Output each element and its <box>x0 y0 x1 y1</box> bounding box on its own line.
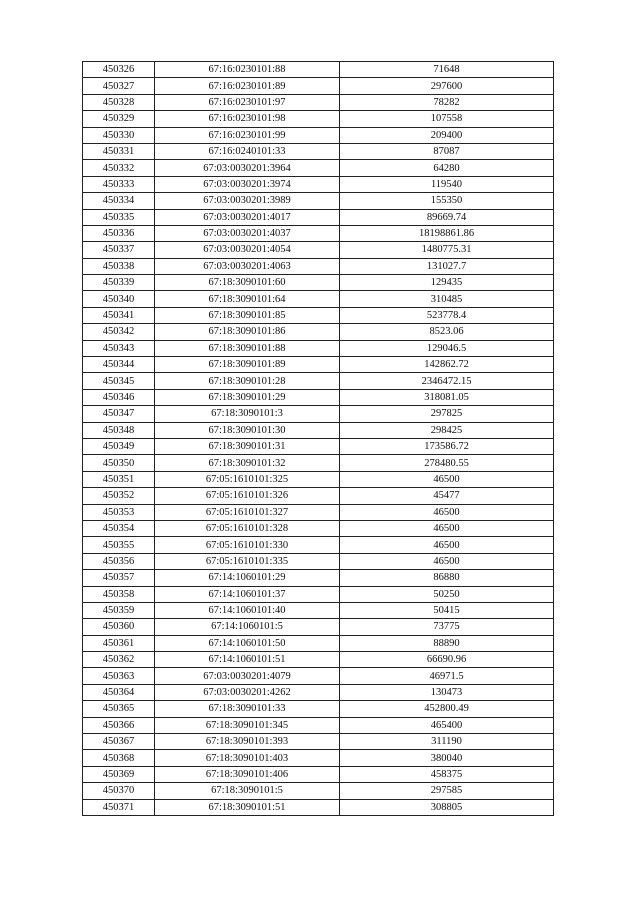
row-number-cell: 450361 <box>83 635 155 651</box>
table-row <box>83 586 554 602</box>
table-row <box>83 373 554 389</box>
table-row <box>83 193 554 209</box>
cadastral-number-cell: 67:03:0030201:3974 <box>155 176 340 192</box>
value-cell: 380040 <box>340 750 554 766</box>
row-number-cell: 450364 <box>83 684 155 700</box>
value-cell: 131027.7 <box>340 258 554 274</box>
value-cell: 87087 <box>340 143 554 159</box>
row-number-cell: 450327 <box>83 78 155 94</box>
value-cell: 1480775.31 <box>340 242 554 258</box>
value-cell: 119540 <box>340 176 554 192</box>
row-number-cell: 450339 <box>83 275 155 291</box>
row-number-cell: 450371 <box>83 799 155 815</box>
table-row <box>83 799 554 815</box>
row-number-cell: 450360 <box>83 619 155 635</box>
table-row <box>83 455 554 471</box>
row-number-cell: 450344 <box>83 357 155 373</box>
cadastral-number-cell: 67:05:1610101:335 <box>155 553 340 569</box>
cadastral-number-cell: 67:18:3090101:30 <box>155 422 340 438</box>
row-number-cell: 450334 <box>83 193 155 209</box>
value-cell: 73775 <box>340 619 554 635</box>
row-number-cell: 450365 <box>83 701 155 717</box>
row-number-cell: 450337 <box>83 242 155 258</box>
value-cell: 18198861.86 <box>340 225 554 241</box>
row-number-cell: 450353 <box>83 504 155 520</box>
cadastral-number-cell: 67:05:1610101:328 <box>155 520 340 536</box>
row-number-cell: 450362 <box>83 652 155 668</box>
value-cell: 173586.72 <box>340 438 554 454</box>
table-row <box>83 357 554 373</box>
table-row <box>83 275 554 291</box>
table-body <box>83 62 554 816</box>
value-cell: 318081.05 <box>340 389 554 405</box>
table-row <box>83 422 554 438</box>
cadastral-number-cell: 67:05:1610101:330 <box>155 537 340 553</box>
table-row <box>83 635 554 651</box>
cadastral-number-cell: 67:16:0230101:97 <box>155 94 340 110</box>
row-number-cell: 450349 <box>83 438 155 454</box>
cadastral-number-cell: 67:16:0240101:33 <box>155 143 340 159</box>
cadastral-number-cell: 67:14:1060101:51 <box>155 652 340 668</box>
table-row <box>83 520 554 536</box>
table-row <box>83 160 554 176</box>
cadastral-number-cell: 67:14:1060101:29 <box>155 570 340 586</box>
table-row <box>83 242 554 258</box>
cadastral-number-cell: 67:03:0030201:3964 <box>155 160 340 176</box>
value-cell: 46500 <box>340 537 554 553</box>
cadastral-number-cell: 67:05:1610101:327 <box>155 504 340 520</box>
cadastral-number-cell: 67:03:0030201:3989 <box>155 193 340 209</box>
table-row <box>83 340 554 356</box>
row-number-cell: 450348 <box>83 422 155 438</box>
value-cell: 88890 <box>340 635 554 651</box>
cadastral-number-cell: 67:03:0030201:4037 <box>155 225 340 241</box>
row-number-cell: 450338 <box>83 258 155 274</box>
value-cell: 89669.74 <box>340 209 554 225</box>
row-number-cell: 450336 <box>83 225 155 241</box>
value-cell: 46971.5 <box>340 668 554 684</box>
table-row <box>83 684 554 700</box>
cadastral-value-table <box>82 61 554 816</box>
value-cell: 452800.49 <box>340 701 554 717</box>
cadastral-number-cell: 67:18:3090101:89 <box>155 357 340 373</box>
table-row <box>83 225 554 241</box>
table-row <box>83 62 554 78</box>
cadastral-number-cell: 67:18:3090101:403 <box>155 750 340 766</box>
table-row <box>83 389 554 405</box>
row-number-cell: 450357 <box>83 570 155 586</box>
value-cell: 297585 <box>340 783 554 799</box>
cadastral-number-cell: 67:05:1610101:325 <box>155 471 340 487</box>
value-cell: 297600 <box>340 78 554 94</box>
table-row <box>83 553 554 569</box>
table-row <box>83 602 554 618</box>
row-number-cell: 450368 <box>83 750 155 766</box>
value-cell: 46500 <box>340 504 554 520</box>
cadastral-number-cell: 67:18:3090101:32 <box>155 455 340 471</box>
value-cell: 523778.4 <box>340 307 554 323</box>
row-number-cell: 450342 <box>83 324 155 340</box>
table-row <box>83 111 554 127</box>
row-number-cell: 450369 <box>83 766 155 782</box>
row-number-cell: 450347 <box>83 406 155 422</box>
value-cell: 46500 <box>340 520 554 536</box>
row-number-cell: 450354 <box>83 520 155 536</box>
cadastral-number-cell: 67:14:1060101:5 <box>155 619 340 635</box>
value-cell: 2346472.15 <box>340 373 554 389</box>
row-number-cell: 450330 <box>83 127 155 143</box>
cadastral-number-cell: 67:18:3090101:64 <box>155 291 340 307</box>
row-number-cell: 450332 <box>83 160 155 176</box>
value-cell: 458375 <box>340 766 554 782</box>
row-number-cell: 450352 <box>83 488 155 504</box>
cadastral-number-cell: 67:16:0230101:98 <box>155 111 340 127</box>
value-cell: 50250 <box>340 586 554 602</box>
table-row <box>83 127 554 143</box>
cadastral-number-cell: 67:18:3090101:406 <box>155 766 340 782</box>
cadastral-number-cell: 67:18:3090101:31 <box>155 438 340 454</box>
cadastral-number-cell: 67:05:1610101:326 <box>155 488 340 504</box>
table-row <box>83 324 554 340</box>
cadastral-number-cell: 67:16:0230101:88 <box>155 62 340 78</box>
cadastral-number-cell: 67:14:1060101:50 <box>155 635 340 651</box>
cadastral-number-cell: 67:03:0030201:4054 <box>155 242 340 258</box>
row-number-cell: 450355 <box>83 537 155 553</box>
table-row <box>83 668 554 684</box>
row-number-cell: 450366 <box>83 717 155 733</box>
value-cell: 209400 <box>340 127 554 143</box>
cadastral-number-cell: 67:03:0030201:4063 <box>155 258 340 274</box>
table-row <box>83 570 554 586</box>
cadastral-number-cell: 67:18:3090101:88 <box>155 340 340 356</box>
cadastral-number-cell: 67:03:0030201:4017 <box>155 209 340 225</box>
cadastral-number-cell: 67:14:1060101:40 <box>155 602 340 618</box>
table-row <box>83 307 554 323</box>
table-row <box>83 766 554 782</box>
value-cell: 155350 <box>340 193 554 209</box>
cadastral-number-cell: 67:18:3090101:85 <box>155 307 340 323</box>
table-row <box>83 258 554 274</box>
row-number-cell: 450335 <box>83 209 155 225</box>
value-cell: 64280 <box>340 160 554 176</box>
value-cell: 298425 <box>340 422 554 438</box>
table-row <box>83 78 554 94</box>
value-cell: 107558 <box>340 111 554 127</box>
table-row <box>83 143 554 159</box>
table-row <box>83 209 554 225</box>
table-row <box>83 504 554 520</box>
value-cell: 311190 <box>340 734 554 750</box>
value-cell: 50415 <box>340 602 554 618</box>
cadastral-number-cell: 67:18:3090101:29 <box>155 389 340 405</box>
row-number-cell: 450359 <box>83 602 155 618</box>
row-number-cell: 450333 <box>83 176 155 192</box>
value-cell: 45477 <box>340 488 554 504</box>
table-row <box>83 734 554 750</box>
row-number-cell: 450370 <box>83 783 155 799</box>
table-row <box>83 94 554 110</box>
row-number-cell: 450341 <box>83 307 155 323</box>
cadastral-number-cell: 67:18:3090101:86 <box>155 324 340 340</box>
table-row <box>83 471 554 487</box>
cadastral-number-cell: 67:18:3090101:345 <box>155 717 340 733</box>
row-number-cell: 450329 <box>83 111 155 127</box>
value-cell: 86880 <box>340 570 554 586</box>
table-row <box>83 438 554 454</box>
cadastral-number-cell: 67:03:0030201:4079 <box>155 668 340 684</box>
row-number-cell: 450331 <box>83 143 155 159</box>
cadastral-number-cell: 67:18:3090101:5 <box>155 783 340 799</box>
row-number-cell: 450350 <box>83 455 155 471</box>
table-row <box>83 619 554 635</box>
cadastral-number-cell: 67:18:3090101:33 <box>155 701 340 717</box>
value-cell: 142862.72 <box>340 357 554 373</box>
value-cell: 66690.96 <box>340 652 554 668</box>
cadastral-number-cell: 67:18:3090101:60 <box>155 275 340 291</box>
value-cell: 130473 <box>340 684 554 700</box>
value-cell: 465400 <box>340 717 554 733</box>
table-row <box>83 176 554 192</box>
value-cell: 278480.55 <box>340 455 554 471</box>
table-row <box>83 652 554 668</box>
value-cell: 308805 <box>340 799 554 815</box>
value-cell: 71648 <box>340 62 554 78</box>
value-cell: 46500 <box>340 471 554 487</box>
cadastral-number-cell: 67:03:0030201:4262 <box>155 684 340 700</box>
value-cell: 129046.5 <box>340 340 554 356</box>
row-number-cell: 450345 <box>83 373 155 389</box>
row-number-cell: 450340 <box>83 291 155 307</box>
cadastral-number-cell: 67:18:3090101:393 <box>155 734 340 750</box>
value-cell: 310485 <box>340 291 554 307</box>
value-cell: 78282 <box>340 94 554 110</box>
cadastral-number-cell: 67:16:0230101:99 <box>155 127 340 143</box>
value-cell: 297825 <box>340 406 554 422</box>
table-row <box>83 701 554 717</box>
table-row <box>83 291 554 307</box>
table-row <box>83 750 554 766</box>
cadastral-number-cell: 67:18:3090101:51 <box>155 799 340 815</box>
value-cell: 129435 <box>340 275 554 291</box>
row-number-cell: 450358 <box>83 586 155 602</box>
row-number-cell: 450367 <box>83 734 155 750</box>
cadastral-number-cell: 67:16:0230101:89 <box>155 78 340 94</box>
cadastral-number-cell: 67:18:3090101:28 <box>155 373 340 389</box>
row-number-cell: 450346 <box>83 389 155 405</box>
table-row <box>83 406 554 422</box>
row-number-cell: 450351 <box>83 471 155 487</box>
table-row <box>83 488 554 504</box>
table-row <box>83 783 554 799</box>
row-number-cell: 450356 <box>83 553 155 569</box>
table-row <box>83 537 554 553</box>
row-number-cell: 450326 <box>83 62 155 78</box>
row-number-cell: 450328 <box>83 94 155 110</box>
row-number-cell: 450343 <box>83 340 155 356</box>
table-row <box>83 717 554 733</box>
cadastral-number-cell: 67:18:3090101:3 <box>155 406 340 422</box>
row-number-cell: 450363 <box>83 668 155 684</box>
value-cell: 46500 <box>340 553 554 569</box>
value-cell: 8523.06 <box>340 324 554 340</box>
cadastral-number-cell: 67:14:1060101:37 <box>155 586 340 602</box>
